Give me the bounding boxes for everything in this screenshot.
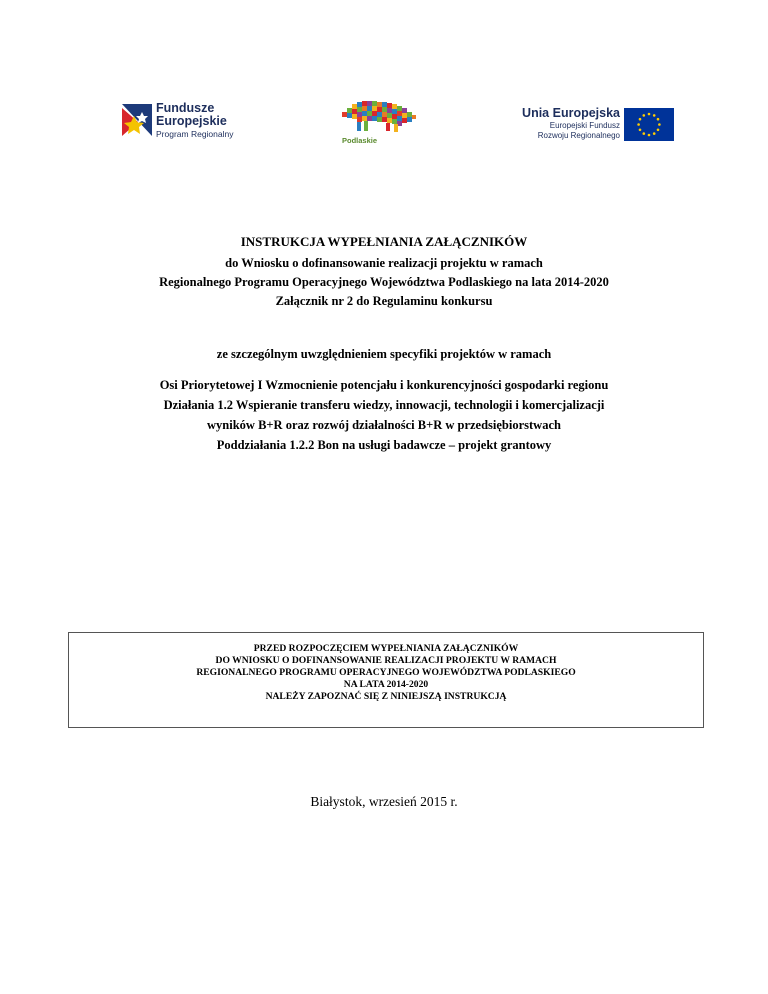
notice-box [68,632,704,728]
subtitle-line: do Wniosku o dofinansowanie realizacji projektu w ramach [225,256,543,270]
eu-line3: Rozwoju Regionalnego [537,131,620,140]
podlaskie-logo [336,98,426,154]
specifics-line: wyników B+R oraz rozwój działalności B+R w przedsiębiorstwach [207,418,561,432]
notice-line: NALEŻY ZAPOZNAĆ SIĘ Z NINIEJSZĄ INSTRUKCJĄ [265,691,507,702]
eu-logo [508,106,678,142]
subtitle-line: Regionalnego Programu Operacyjnego Województwa Podlaskiego na lata 2014-2020 [159,275,609,289]
fundusze-star-icon [118,102,154,138]
bison-icon [336,98,426,138]
specifics-line: Osi Priorytetowej I Wzmocnienie potencjału i konkurencyjności gospodarki regionu [159,378,609,392]
notice-line: PRZED ROZPOCZĘCIEM WYPEŁNIANIA ZAŁĄCZNIKÓW [253,643,519,654]
subtitle-line: Załącznik nr 2 do Regulaminu konkursu [275,294,493,308]
place-date: Białystok, wrzesień 2015 r. [310,794,458,809]
eu-line1: Unia Europejska [522,106,620,120]
fundusze-line2: Europejskie [156,114,227,128]
specifics-line: Działania 1.2 Wspieranie transferu wiedzy, innowacji, technologii i komercjalizacji [163,398,605,412]
specifics-intro: ze szczególnym uwzględnieniem specyfiki projektów w ramach [216,347,552,361]
notice-line: DO WNIOSKU O DOFINANSOWANIE REALIZACJI PROJEKTU W RAMACH [215,655,557,666]
fundusze-line3: Program Regionalny [156,129,234,139]
document-title: INSTRUKCJA WYPEŁNIANIA ZAŁĄCZNIKÓW [240,234,528,249]
notice-line: NA LATA 2014-2020 [343,679,429,690]
fundusze-europejskie-logo [118,102,258,142]
document-subtitle [0,254,768,311]
notice-line: REGIONALNEGO PROGRAMU OPERACYJNEGO WOJEWÓDZTWA PODLASKIEGO [196,667,576,678]
fundusze-line1: Fundusze [156,101,215,115]
podlaskie-label: Podlaskie [342,136,378,145]
specifics-line: Poddziałania 1.2.2 Bon na usługi badawcze – projekt grantowy [216,438,552,452]
specifics-block [0,375,768,455]
eu-line2: Europejski Fundusz [549,121,620,130]
eu-flag-icon [624,108,674,141]
